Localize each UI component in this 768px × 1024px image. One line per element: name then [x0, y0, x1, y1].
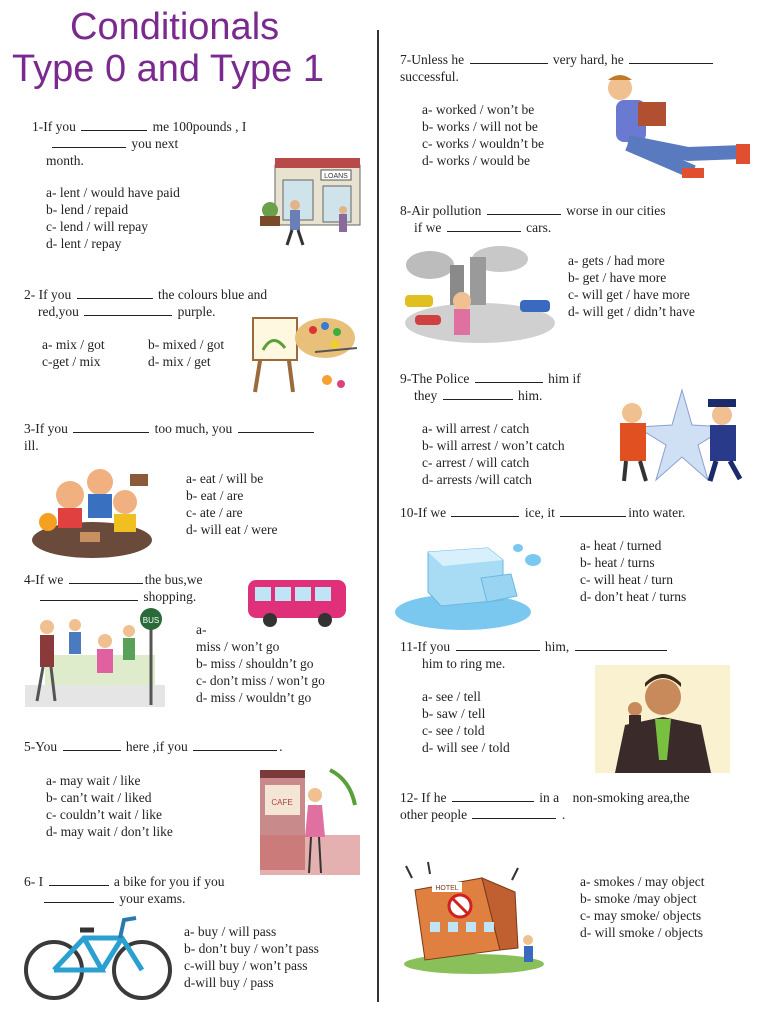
- answer-blank[interactable]: [575, 638, 667, 651]
- option[interactable]: b- smoke /may object: [580, 891, 697, 906]
- answer-blank[interactable]: [452, 789, 534, 802]
- question-1: 1-If you me 100pounds , I: [32, 119, 247, 134]
- option[interactable]: c- arrest / will catch: [422, 455, 530, 470]
- cafe-girl-illustration: [255, 765, 360, 880]
- option[interactable]: d- will smoke / objects: [580, 925, 703, 940]
- option[interactable]: c- may smoke/ objects: [580, 908, 702, 923]
- option[interactable]: miss / won’t go: [196, 639, 280, 654]
- answer-blank[interactable]: [49, 873, 109, 886]
- option[interactable]: c- couldn’t wait / like: [46, 807, 162, 822]
- bus-illustration: [245, 575, 350, 630]
- pollution-illustration: [400, 245, 560, 345]
- option[interactable]: c- lend / will repay: [46, 219, 148, 234]
- option[interactable]: b- works / will not be: [422, 119, 538, 134]
- option[interactable]: c-will buy / won’t pass: [184, 958, 308, 973]
- option[interactable]: b- lend / repaid: [46, 202, 129, 217]
- answer-blank[interactable]: [44, 890, 114, 903]
- option[interactable]: d- will see / told: [422, 740, 510, 755]
- option[interactable]: a- will arrest / catch: [422, 421, 530, 436]
- eating-family-illustration: [30, 460, 155, 560]
- option[interactable]: c- will get / have more: [568, 287, 690, 302]
- option[interactable]: c- works / wouldn’t be: [422, 136, 544, 151]
- shopping-street-illustration: [255, 150, 365, 250]
- option[interactable]: a- mix / got: [42, 337, 105, 352]
- answer-blank[interactable]: [472, 806, 556, 819]
- option[interactable]: d- works / would be: [422, 153, 530, 168]
- answer-blank[interactable]: [40, 588, 138, 601]
- answer-blank[interactable]: [560, 504, 626, 517]
- option[interactable]: a-: [196, 622, 207, 637]
- answer-blank[interactable]: [451, 504, 519, 517]
- answer-blank[interactable]: [73, 420, 149, 433]
- option[interactable]: b- mixed / got: [148, 337, 225, 352]
- option[interactable]: c- see / told: [422, 723, 485, 738]
- option[interactable]: b- can’t wait / liked: [46, 790, 152, 805]
- ice-cube-illustration: [393, 540, 548, 632]
- answer-blank[interactable]: [487, 202, 561, 215]
- option[interactable]: b- miss / shouldn’t go: [196, 656, 314, 671]
- option[interactable]: a- may wait / like: [46, 773, 141, 788]
- option[interactable]: a- gets / had more: [568, 253, 665, 268]
- option[interactable]: b- saw / tell: [422, 706, 486, 721]
- answer-blank[interactable]: [52, 135, 126, 148]
- option[interactable]: d- mix / get: [148, 354, 211, 369]
- answer-blank[interactable]: [77, 286, 153, 299]
- phone-man-illustration: [595, 665, 730, 773]
- column-divider: [377, 30, 379, 1002]
- question-6: 6- I a bike for you if you: [24, 874, 225, 889]
- title-line-1: Conditionals: [70, 6, 280, 48]
- answer-blank[interactable]: [238, 420, 314, 433]
- option[interactable]: a- heat / turned: [580, 538, 662, 553]
- option[interactable]: b- heat / turns: [580, 555, 655, 570]
- option[interactable]: b- get / have more: [568, 270, 667, 285]
- bus-stop-illustration: [25, 605, 165, 710]
- answer-blank[interactable]: [475, 370, 543, 383]
- option[interactable]: b- eat / are: [186, 488, 244, 503]
- answer-blank[interactable]: [84, 303, 172, 316]
- answer-blank[interactable]: [69, 571, 143, 584]
- option[interactable]: a- eat / will be: [186, 471, 264, 486]
- question-7: 7-Unless he very hard, he: [400, 51, 715, 68]
- answer-blank[interactable]: [456, 638, 540, 651]
- option[interactable]: a- see / tell: [422, 689, 481, 704]
- option[interactable]: d- lent / repay: [46, 236, 122, 251]
- easel-palette-illustration: [245, 310, 360, 395]
- option[interactable]: a- smokes / may object: [580, 874, 705, 889]
- option[interactable]: d- miss / wouldn’t go: [196, 690, 312, 705]
- title-line-2: Type 0 and Type 1: [12, 48, 324, 90]
- reading-man-illustration: [598, 72, 753, 182]
- answer-blank[interactable]: [81, 118, 147, 131]
- option[interactable]: c- don’t miss / won’t go: [196, 673, 325, 688]
- bus-stop-sign: BUS: [142, 616, 160, 625]
- answer-blank[interactable]: [629, 51, 713, 64]
- option[interactable]: d-will buy / pass: [184, 975, 274, 990]
- cafe-sign: CAFE: [271, 798, 293, 807]
- answer-blank[interactable]: [470, 51, 548, 64]
- option[interactable]: d- may wait / don’t like: [46, 824, 173, 839]
- options-q1: [46, 184, 180, 252]
- option[interactable]: b- don’t buy / won’t pass: [184, 941, 319, 956]
- bicycle-illustration: [22, 908, 174, 1003]
- hotel-sign: HOTEL: [435, 885, 459, 892]
- option[interactable]: d- will eat / were: [186, 522, 278, 537]
- answer-blank[interactable]: [443, 387, 513, 400]
- answer-blank[interactable]: [63, 738, 121, 751]
- question-2: 2- If you the colours blue and: [24, 287, 268, 302]
- police-illustration: [612, 385, 757, 485]
- question-12: 12- If he in a non-smoking area,the: [400, 790, 690, 805]
- question-5: 5-You here ,if you .: [24, 739, 283, 754]
- option[interactable]: d- arrests /will catch: [422, 472, 532, 487]
- shop-sign: LOANS: [324, 173, 348, 180]
- option[interactable]: a- worked / won’t be: [422, 102, 535, 117]
- option[interactable]: c-get / mix: [42, 354, 101, 369]
- question-11: 11-If you him,: [400, 638, 669, 655]
- option[interactable]: a- lent / would have paid: [46, 185, 180, 200]
- question-4: 4-If we the bus,we: [24, 572, 203, 587]
- answer-blank[interactable]: [447, 219, 521, 232]
- option[interactable]: c- ate / are: [186, 505, 243, 520]
- question-10: 10-If we ice, it into water.: [400, 505, 686, 520]
- option[interactable]: d- will get / didn’t have: [568, 304, 695, 319]
- option[interactable]: b- will arrest / won’t catch: [422, 438, 565, 453]
- question-9: 9-The Police him if: [400, 371, 581, 386]
- option[interactable]: d- don’t heat / turns: [580, 589, 687, 604]
- option[interactable]: a- buy / will pass: [184, 924, 277, 939]
- answer-blank[interactable]: [193, 738, 277, 751]
- hotel-no-smoking-illustration: [400, 860, 548, 975]
- question-8: 8-Air pollution worse in our cities: [400, 203, 666, 218]
- question-3: 3-If you too much, you: [24, 420, 316, 437]
- option[interactable]: c- will heat / turn: [580, 572, 673, 587]
